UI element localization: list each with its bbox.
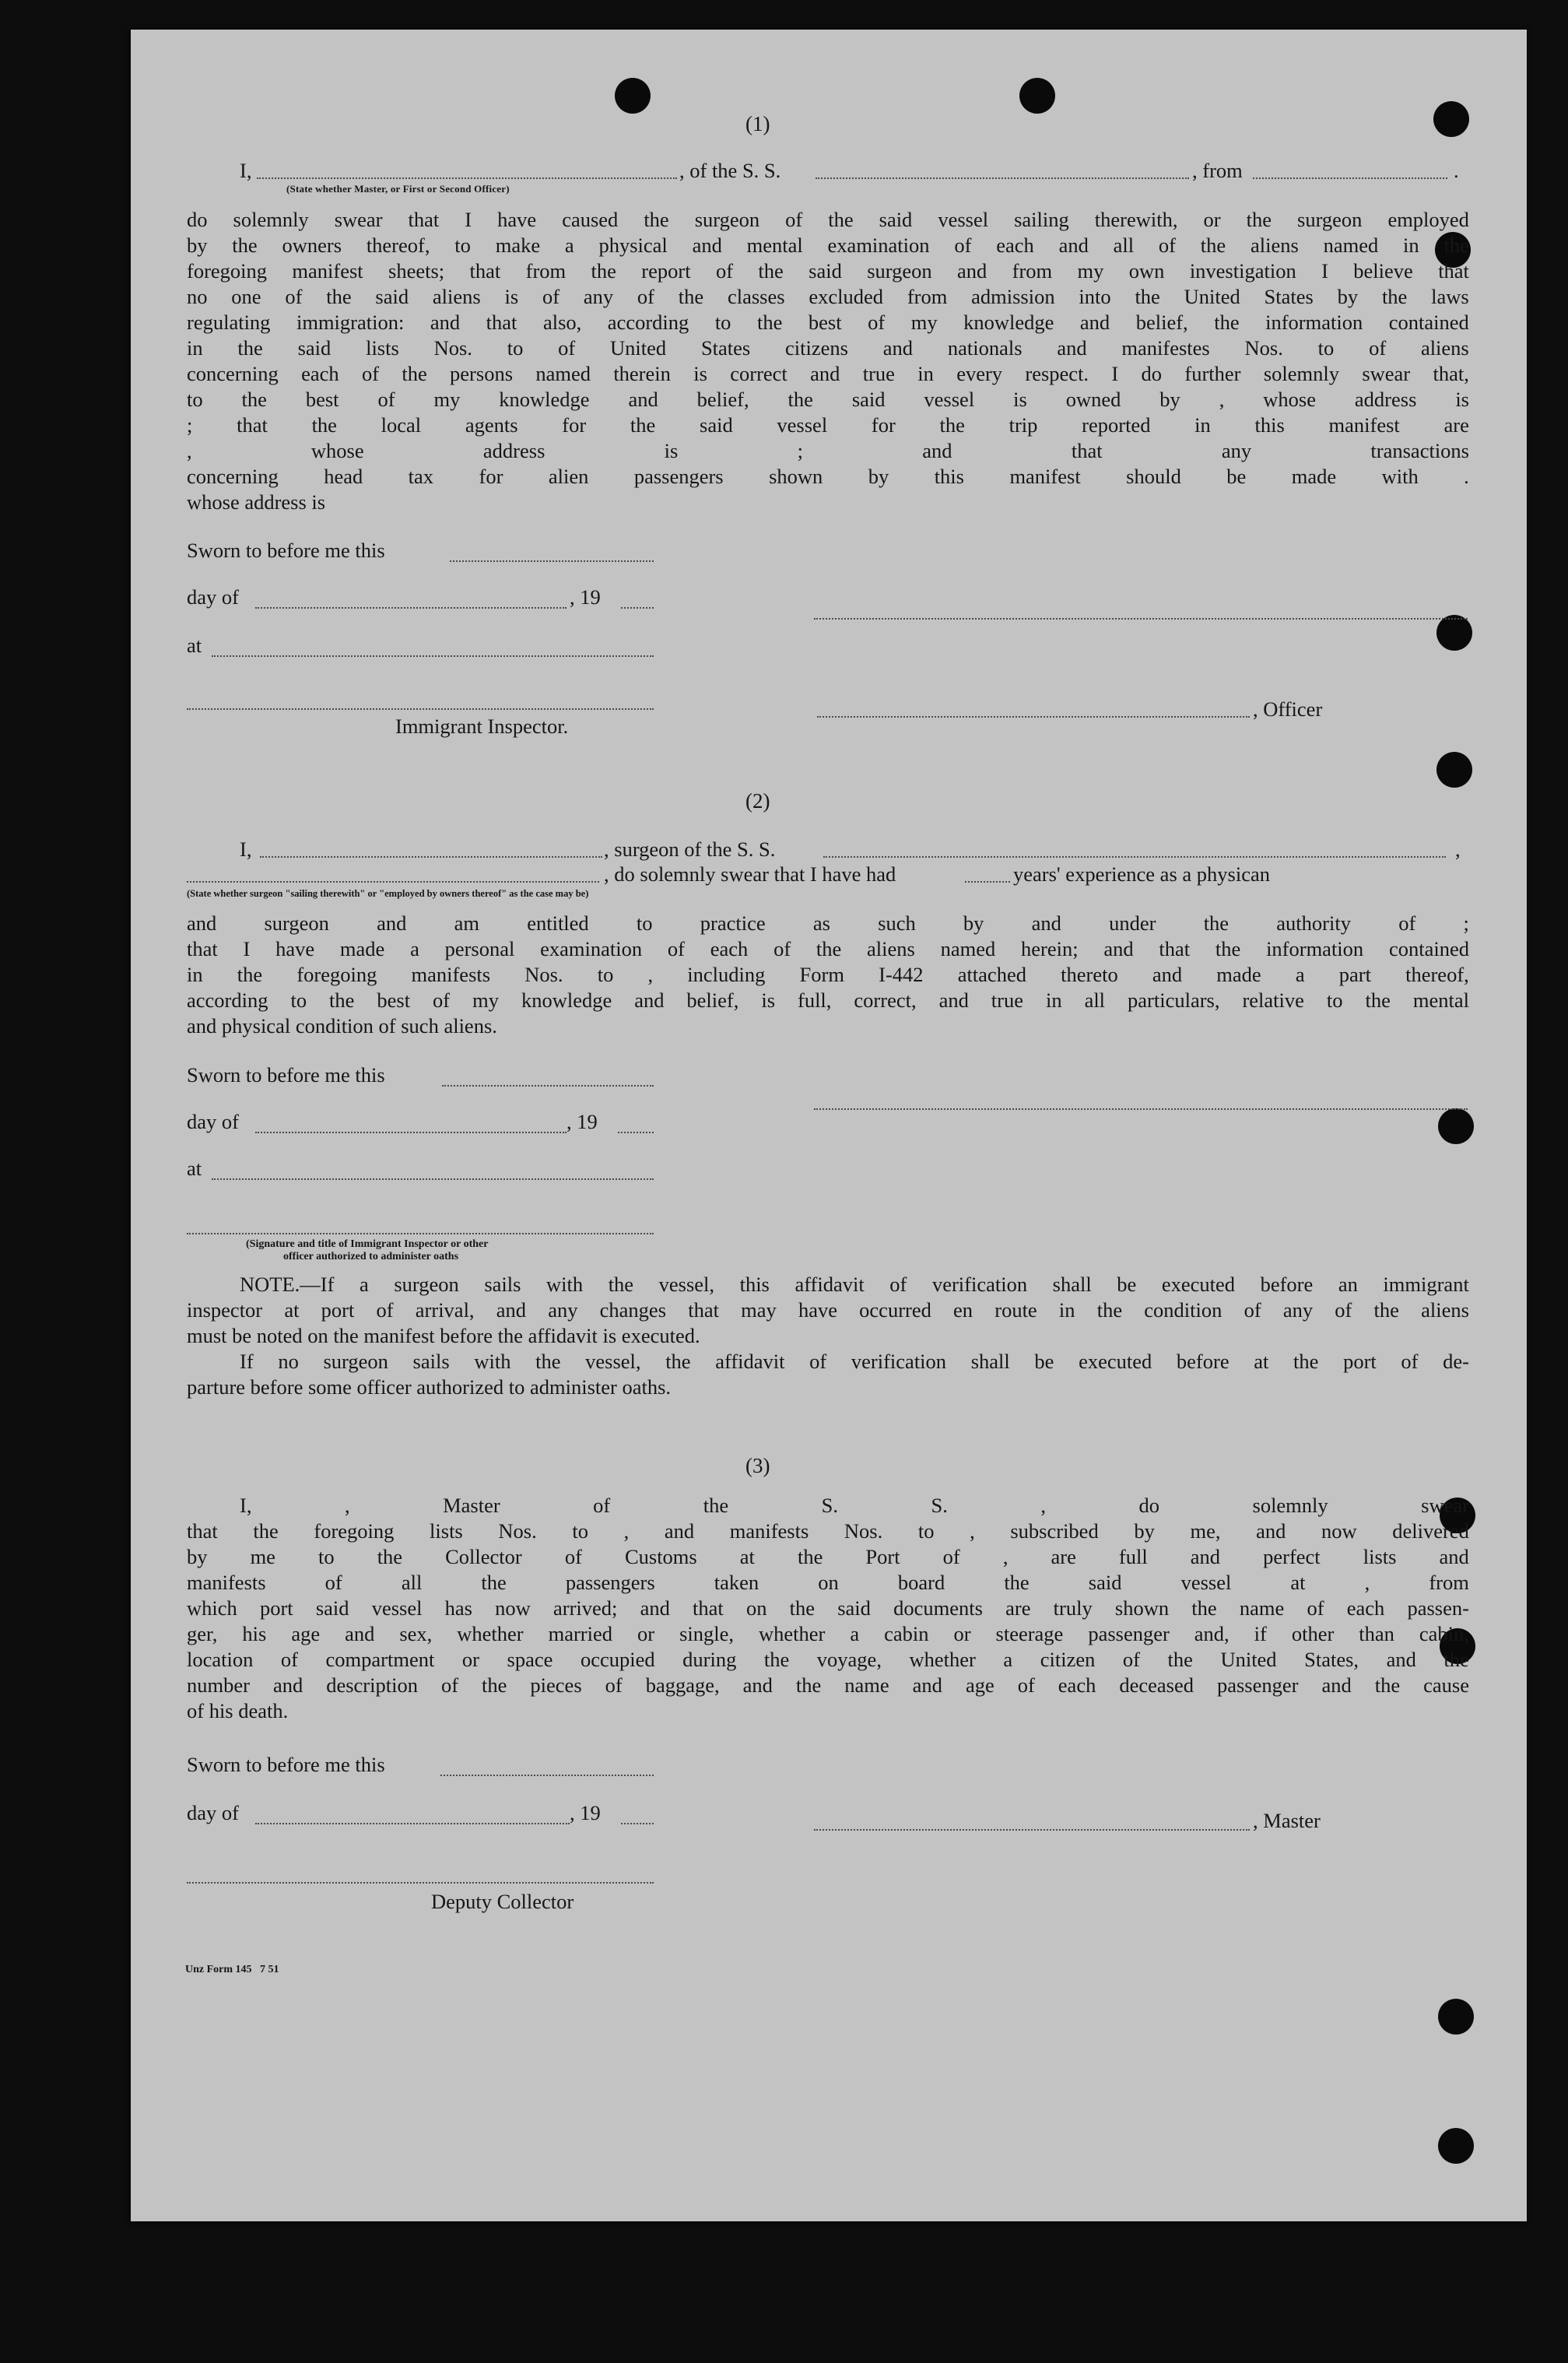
s2-inspector-line[interactable] bbox=[187, 1233, 654, 1234]
s2-year-field[interactable] bbox=[618, 1132, 654, 1133]
s2-swear-label: , do solemnly swear that I have had bbox=[604, 862, 896, 886]
s1-line: by the owners thereof, to make a physical and mental examination of each and all of the aliens named in the bbox=[187, 233, 1469, 257]
punch-hole bbox=[1436, 752, 1472, 788]
s2-line: and physical condition of such aliens. bbox=[187, 1014, 497, 1038]
s2-sworn-field[interactable] bbox=[442, 1085, 654, 1087]
s1-line: no one of the said aliens is of any of the classes excluded from admission into the United States by the laws bbox=[187, 285, 1469, 308]
form-footer: Unz Form 145 7 51 bbox=[185, 1964, 279, 1975]
s3-line: I, , Master of the S. S. , do solemnly swear bbox=[240, 1494, 1469, 1517]
s2-comma: , bbox=[1455, 837, 1461, 861]
section-1-number: (1) bbox=[745, 112, 770, 135]
s1-inspector-line[interactable] bbox=[187, 708, 654, 710]
s2-ship-field[interactable] bbox=[823, 856, 1446, 858]
s2-line: according to the best of my knowledge and belief, is full, correct, and true in all particulars, relative to the mental bbox=[187, 988, 1469, 1012]
s3-year-field[interactable] bbox=[621, 1823, 654, 1824]
s1-year-label: , 19 bbox=[570, 585, 601, 609]
s3-line: location of compartment or space occupied during the voyage, whether a citizen of the United States, and the bbox=[187, 1648, 1469, 1671]
s3-line: manifests of all the passengers taken on board the said vessel at , from bbox=[187, 1571, 1469, 1594]
s2-line: in the foregoing manifests Nos. to , including Form I-442 attached thereto and made a part thereof, bbox=[187, 963, 1469, 986]
s1-line: foregoing manifest sheets; that from the report of the said surgeon and from my own investigation I believe that bbox=[187, 259, 1469, 283]
s2-line: that I have made a personal examination of each of the aliens named herein; and that the information contained bbox=[187, 937, 1469, 960]
s1-day-field[interactable] bbox=[255, 607, 567, 609]
s3-deputy-label: Deputy Collector bbox=[431, 1890, 574, 1913]
s1-line: regulating immigration: and that also, according to the best of my knowledge and belief, the information contained bbox=[187, 311, 1469, 334]
s1-from-field[interactable] bbox=[1253, 177, 1447, 179]
s3-day-label: day of bbox=[187, 1801, 239, 1824]
s1-officer-line[interactable] bbox=[817, 716, 1250, 718]
s1-at-label: at bbox=[187, 634, 202, 657]
s2-I-label: I, bbox=[240, 837, 252, 861]
s1-officer-name-field[interactable] bbox=[257, 177, 677, 179]
s1-year-field[interactable] bbox=[621, 607, 654, 609]
s2-at-field[interactable] bbox=[212, 1178, 654, 1180]
s1-line: , whose address is ; and that any transactions bbox=[187, 439, 1469, 462]
s1-line: concerning head tax for alien passengers shown by this manifest should be made with . bbox=[187, 465, 1469, 488]
s2-surgeon-note: (State whether surgeon "sailing therewith" or "employed by owners thereof" as the case may be) bbox=[187, 888, 589, 899]
s1-sworn-label: Sworn to before me this bbox=[187, 539, 385, 562]
s1-from-label: , from bbox=[1192, 159, 1243, 182]
s2-day-field[interactable] bbox=[255, 1132, 567, 1133]
s2-line: and surgeon and am entitled to practice as such by and under the authority of ; bbox=[187, 911, 1469, 935]
s3-line: that the foregoing lists Nos. to , and manifests Nos. to , subscribed by me, and now delivered bbox=[187, 1519, 1469, 1543]
s2-surgeon-name-field[interactable] bbox=[260, 856, 602, 858]
s3-master-label: , Master bbox=[1253, 1809, 1321, 1832]
s1-inspector-label: Immigrant Inspector. bbox=[395, 715, 569, 738]
s1-line: concerning each of the persons named therein is correct and true in every respect. I do further solemnly swear that, bbox=[187, 362, 1469, 385]
s1-ship-name-field[interactable] bbox=[816, 177, 1189, 179]
s1-signature-line[interactable] bbox=[814, 618, 1468, 620]
s1-line: do solemnly swear that I have caused the surgeon of the said vessel sailing therewith, or the surgeon employed bbox=[187, 208, 1469, 231]
s1-at-field[interactable] bbox=[212, 655, 654, 657]
punch-hole bbox=[1433, 101, 1469, 137]
section-3-number: (3) bbox=[745, 1454, 770, 1477]
s1-day-label: day of bbox=[187, 585, 239, 609]
note-line: must be noted on the manifest before the affidavit is executed. bbox=[187, 1324, 700, 1347]
s3-day-field[interactable] bbox=[255, 1823, 570, 1824]
s1-officer-note: (State whether Master, or First or Second Officer) bbox=[286, 183, 510, 195]
s3-line: number and description of the pieces of baggage, and the name and age of each deceased passenger and the cause bbox=[187, 1673, 1469, 1697]
s3-line: which port said vessel has now arrived; and that on the said documents are truly shown the name of each passen- bbox=[187, 1596, 1469, 1620]
note-line: inspector at port of arrival, and any changes that may have occurred en route in the condition of any of the aliens bbox=[187, 1298, 1469, 1322]
s1-I-label: I, bbox=[240, 159, 252, 182]
section-3-paragraph bbox=[187, 1493, 1469, 1724]
s3-sworn-label: Sworn to before me this bbox=[187, 1753, 385, 1776]
s1-line: ; that the local agents for the said vessel for the trip reported in this manifest are bbox=[187, 413, 1469, 437]
s1-ship-label: , of the S. S. bbox=[679, 159, 781, 182]
note-line: If no surgeon sails with the vessel, the affidavit of verification shall be executed before at the port of de- bbox=[240, 1350, 1469, 1373]
s2-at-label: at bbox=[187, 1157, 202, 1180]
s1-period: . bbox=[1454, 159, 1459, 182]
s2-sig-note-1: (Signature and title of Immigrant Inspector or other bbox=[246, 1238, 489, 1250]
s2-ship-label: , surgeon of the S. S. bbox=[604, 837, 776, 861]
s2-signature-line[interactable] bbox=[814, 1108, 1468, 1110]
s2-sailing-field[interactable] bbox=[187, 881, 599, 883]
s3-line: by me to the Collector of Customs at the Port of , are full and perfect lists and bbox=[187, 1545, 1469, 1568]
punch-hole bbox=[1438, 1999, 1474, 2035]
section-2-number: (2) bbox=[745, 789, 770, 813]
s1-line: whose address is bbox=[187, 490, 326, 514]
s1-line: to the best of my knowledge and belief, the said vessel is owned by , whose address is bbox=[187, 388, 1469, 411]
s2-sworn-label: Sworn to before me this bbox=[187, 1063, 385, 1087]
punch-hole bbox=[1438, 1108, 1474, 1144]
s1-line: in the said lists Nos. to of United States citizens and nationals and manifestes Nos. to of aliens bbox=[187, 336, 1469, 360]
note-paragraph bbox=[187, 1272, 1469, 1400]
s2-day-label: day of bbox=[187, 1110, 239, 1133]
note-line: NOTE.—If a surgeon sails with the vessel, this affidavit of verification shall be executed before an immigrant bbox=[240, 1273, 1469, 1296]
s1-officer-label: , Officer bbox=[1253, 697, 1323, 721]
s2-sig-note-2: officer authorized to administer oaths bbox=[283, 1251, 459, 1262]
note-line: parture before some officer authorized to administer oaths. bbox=[187, 1375, 672, 1399]
s2-year-label: , 19 bbox=[567, 1110, 598, 1133]
punch-hole bbox=[1019, 78, 1055, 114]
s3-master-signature-line[interactable] bbox=[814, 1829, 1250, 1831]
s2-years-field[interactable] bbox=[965, 881, 1010, 883]
punch-hole bbox=[1436, 615, 1472, 651]
s3-year-label: , 19 bbox=[570, 1801, 601, 1824]
punch-hole bbox=[615, 78, 651, 114]
s1-sworn-field[interactable] bbox=[450, 560, 654, 562]
form-page bbox=[131, 30, 1527, 2221]
punch-hole bbox=[1438, 2128, 1474, 2164]
s3-deputy-line[interactable] bbox=[187, 1882, 654, 1884]
s3-line: ger, his age and sex, whether married or single, whether a cabin or steerage passenger and, if other than cabin, bbox=[187, 1622, 1469, 1645]
s3-sworn-field[interactable] bbox=[440, 1775, 654, 1776]
section-2-paragraph bbox=[187, 911, 1469, 1039]
s3-line: of his death. bbox=[187, 1699, 289, 1722]
section-1-paragraph bbox=[187, 207, 1469, 515]
s2-physician-label: years' experience as a physican bbox=[1013, 862, 1270, 886]
